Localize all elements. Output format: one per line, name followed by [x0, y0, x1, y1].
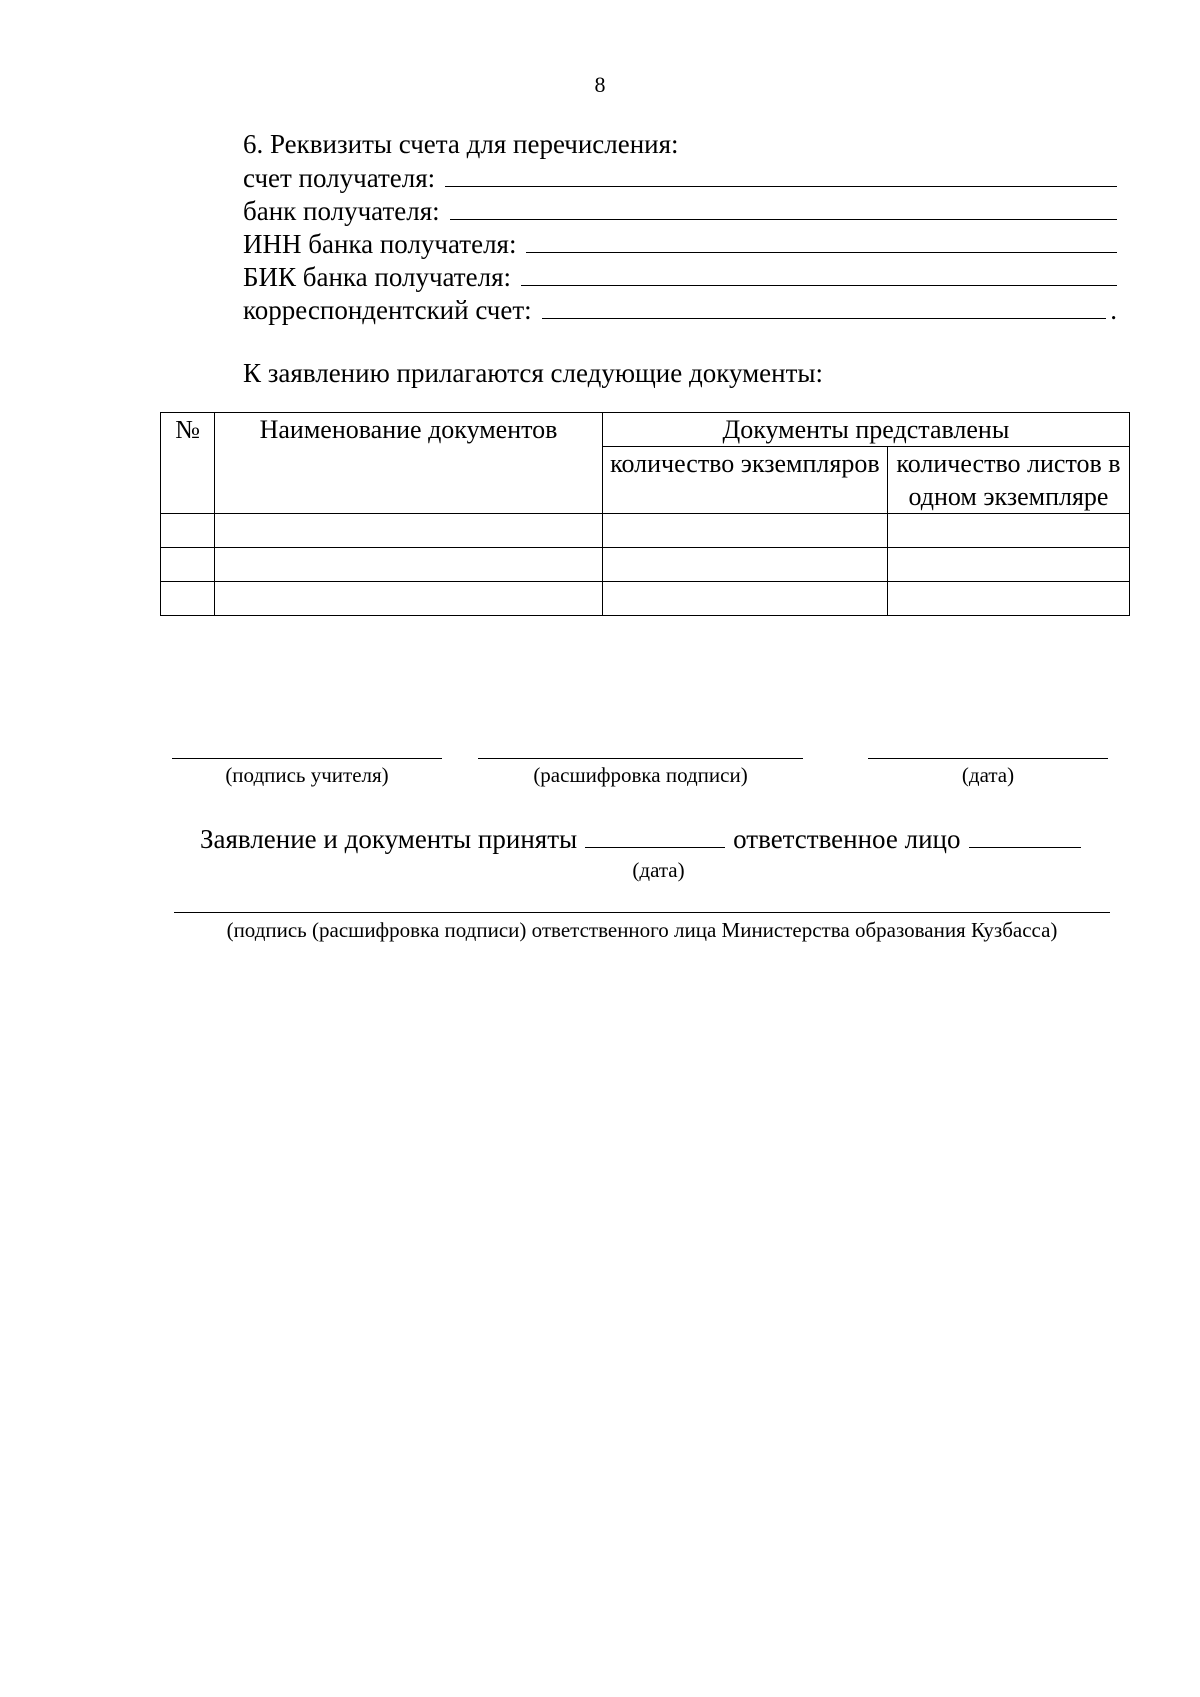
acceptance-line: [200, 824, 1115, 855]
cell-name[interactable]: [215, 582, 603, 616]
header-document-name: Наименование документов: [215, 413, 603, 514]
acceptance-text: Заявление и документы приняты: [200, 824, 578, 854]
bank-bik-field[interactable]: [243, 260, 1117, 293]
teacher-signature-caption: (подпись учителя): [225, 763, 389, 787]
teacher-signature-block: [172, 758, 442, 788]
table-row: [161, 548, 1130, 582]
field-label: ИНН банка получателя:: [243, 229, 517, 259]
cell-qty[interactable]: [602, 514, 887, 548]
cell-name[interactable]: [215, 548, 603, 582]
date-block: [868, 758, 1108, 788]
table-row: [161, 514, 1130, 548]
cell-sheets[interactable]: [887, 582, 1129, 616]
requisites-title: 6. Реквизиты счета для перечисления:: [243, 129, 679, 159]
header-copies-count: количество экземпляров: [602, 447, 887, 514]
fill-line: [526, 251, 1117, 253]
documents-intro: К заявлению прилагаются следующие документы:: [243, 358, 824, 388]
signature-decoding-block: [478, 758, 803, 788]
recipient-account-field[interactable]: [243, 161, 1117, 194]
date-caption: (дата): [961, 763, 1015, 787]
responsible-person-label: ответственное лицо: [733, 824, 961, 854]
official-signature-caption: (подпись (расшифровка подписи) ответственного лица Министерства образования Кузбасса): [226, 918, 1058, 942]
cell-sheets[interactable]: [887, 548, 1129, 582]
fill-line: [542, 317, 1107, 319]
field-label: БИК банка получателя:: [243, 262, 511, 292]
fill-line: [450, 218, 1117, 220]
field-label: банк получателя:: [243, 196, 440, 226]
signature-decoding-caption: (расшифровка подписи): [533, 763, 748, 787]
field-label: счет получателя:: [243, 163, 436, 193]
cell-number[interactable]: [161, 548, 215, 582]
cell-qty[interactable]: [602, 548, 887, 582]
header-documents-presented: Документы представлены: [602, 413, 1129, 447]
documents-table: [160, 412, 1130, 616]
teacher-signature-line[interactable]: [172, 758, 442, 759]
fill-line: [445, 185, 1117, 187]
cell-qty[interactable]: [602, 582, 887, 616]
cell-name[interactable]: [215, 514, 603, 548]
correspondent-account-field[interactable]: [243, 293, 1117, 326]
acceptance-date-caption: (дата): [632, 858, 685, 882]
responsible-person-blank[interactable]: [969, 846, 1081, 848]
page-number: 8: [594, 72, 606, 97]
field-end-period: .: [1110, 295, 1117, 325]
cell-number[interactable]: [161, 514, 215, 548]
header-number: №: [161, 413, 215, 514]
header-sheets-count: количество листов в одном экземпляре: [887, 447, 1129, 514]
bank-inn-field[interactable]: [243, 227, 1117, 260]
table-row: [161, 582, 1130, 616]
acceptance-date-blank[interactable]: [585, 846, 725, 848]
date-line[interactable]: [868, 758, 1108, 759]
cell-sheets[interactable]: [887, 514, 1129, 548]
recipient-bank-field[interactable]: [243, 194, 1117, 227]
signature-decoding-line[interactable]: [478, 758, 803, 759]
table-header-row: [161, 413, 1130, 447]
fill-line: [521, 284, 1117, 286]
cell-number[interactable]: [161, 582, 215, 616]
field-label: корреспондентский счет:: [243, 295, 532, 325]
official-signature-line[interactable]: [174, 912, 1110, 913]
